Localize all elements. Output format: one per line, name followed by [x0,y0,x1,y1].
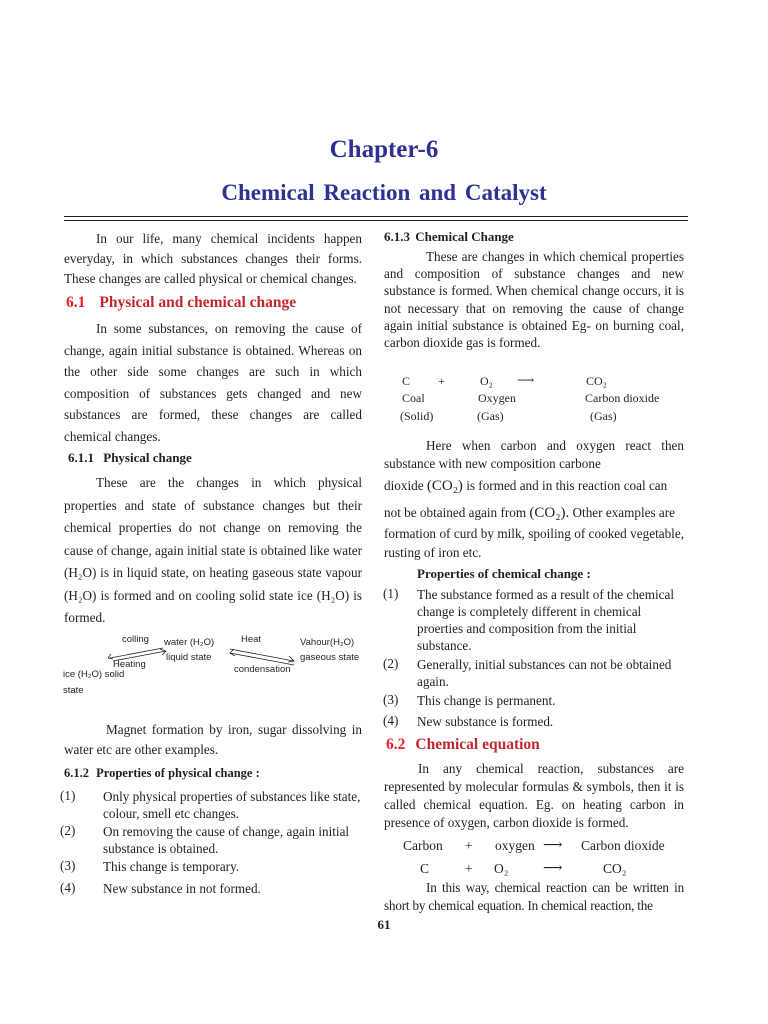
eq1-coal: Coal [402,391,425,405]
chapter-title: Chemical Reaction and Catalyst [221,180,547,205]
eq2-oxygen: oxygen [495,838,535,853]
list-item: (3) This change is temporary. [60,858,240,874]
eq1-gas: (Gas) [477,409,504,423]
section-6-1-1-text: These are the changes in which physical properties and state of substance changes but their chemical properties do not change on removing the cause of change, again initial state is obtained like water (H₂O) is in liquid state, on heating gaseous state vapour (H₂O) is formed and on cooling solid state ice (H₂O) is formed. [64,475,362,625]
eq1-arrow: ⟶ [517,373,535,387]
eq1-c: C [402,374,411,388]
diagram-state: state [63,685,84,696]
section-6-1-1-heading [68,450,192,466]
eq1-plus: + [438,374,445,388]
diagram-condensation: condensation [234,664,291,675]
chapter-heading: Chapter-6 [329,136,439,163]
chemical-properties-list [383,586,687,733]
list-item: (1) The substance formed as a result of the chemical change is completely different in chemical proerties and composition from the initial substance. [383,586,675,653]
section-6-1-2-heading [64,766,260,781]
section-6-1-heading [66,294,296,312]
list-item: (4) New substance in not formed. [60,880,261,896]
list-item: (2) On removing the cause of change, again initial substance is obtained. [60,823,350,856]
diagram-ice: ice (H₂O) solid [63,669,125,680]
physical-properties-list [60,788,364,900]
eq1-carbon-dioxide: Carbon dioxide [585,391,660,405]
subsection-title: Properties of physical change : [96,766,260,780]
list-item: (1) Only physical properties of substances like state, colour, smell etc changes. [60,788,361,821]
section-number: 6.1 [66,294,86,311]
diagram-colling: colling [122,634,149,645]
eq2-c: C [420,861,430,876]
diagram-water: water (H₂O) [164,637,215,648]
eq2-plus: + [465,861,473,876]
here-line-1: Here when carbon and oxygen react then substance with new composition carbone [384,438,684,471]
subsection-number: 6.1.2 [64,766,89,780]
section-title: Physical and chemical change [99,294,297,311]
page-number: 61 [377,917,391,932]
eq2-arrow: ⟶ [543,860,563,875]
eq2-co2: CO₂ [603,861,627,876]
list-item: (2) Generally, initial substances can not be obtained again. [383,656,672,689]
section-6-2-heading [386,736,540,754]
here-line-2: dioxide (CO₂) is formed and in this reaction coal can [384,478,668,494]
diagram-heat: Heat [241,634,262,645]
section-6-2-text: In any chemical reaction, substances are represented by molecular formulas & symbols, then it is called chemical equation. Eg. on heating carbon in presence of oxygen, carbon dioxide is formed. [384,761,684,830]
diagram-liquid: liquid state [166,652,212,663]
here-line-3: not be obtained again from (CO₂). Other examples are [384,505,676,521]
list-item: (3) This change is permanent. [383,692,556,708]
subsection-title: Physical change [103,450,192,465]
magnet-paragraph: Magnet formation by iron, sugar dissolving in water etc are other examples. [64,722,362,757]
eq1-solid: (Solid) [400,409,434,423]
last-paragraph: In this way, chemical reaction can be written in short by chemical equation. In chemical reaction, the [384,880,684,913]
eq1-co2: CO₂ [586,374,607,388]
diagram-vahour: Vahour(H₂O) [300,637,355,648]
eq1-gas: (Gas) [590,409,617,423]
eq2-o2: O₂ [494,861,509,876]
list-item: (4) New substance is formed. [383,713,554,729]
subsection-title: Chemical Change [415,229,514,244]
subsection-number: 6.1.3 [384,229,410,244]
eq2-plus: + [465,838,473,853]
chemical-properties-heading: Properties of chemical change : [417,566,591,581]
eq1-o2: O₂ [480,374,493,388]
eq1-oxygen: Oxygen [478,391,516,405]
section-6-1-3-text: These are changes in which chemical properties and composition of substance changes and new substance is formed. When chemical change occurs, it is not necessary that on removing the cause of change again initial substance is obtained Eg- on burning coal, carbon dioxide gas is formed. [384,249,684,351]
section-6-1-3-heading [384,229,514,245]
intro-paragraph: In our life, many chemical incidents happen everyday, in which substances changes their forms. These changes are called physical or chemical changes. [64,231,362,286]
subsection-number: 6.1.1 [68,450,94,465]
section-title: Chemical equation [415,736,540,753]
eq2-arrow: ⟶ [543,837,563,852]
title-rule [64,216,688,221]
diagram-heating: Heating [113,659,146,670]
section-6-1-text: In some substances, on removing the cause of change, again initial substance is obtained. Whereas on the other side some changes are such in which composition of substances gets changed and new substances are formed, these changes are called chemical changes. [64,321,362,444]
section-number: 6.2 [386,736,406,753]
eq2-carbon-dioxide: Carbon dioxide [581,838,665,853]
diagram-gaseous: gaseous state [300,652,360,663]
here-line-4: formation of curd by milk, spoiling of cooked vegetable, rusting of iron etc. [384,526,684,560]
eq2-carbon: Carbon [403,838,443,853]
